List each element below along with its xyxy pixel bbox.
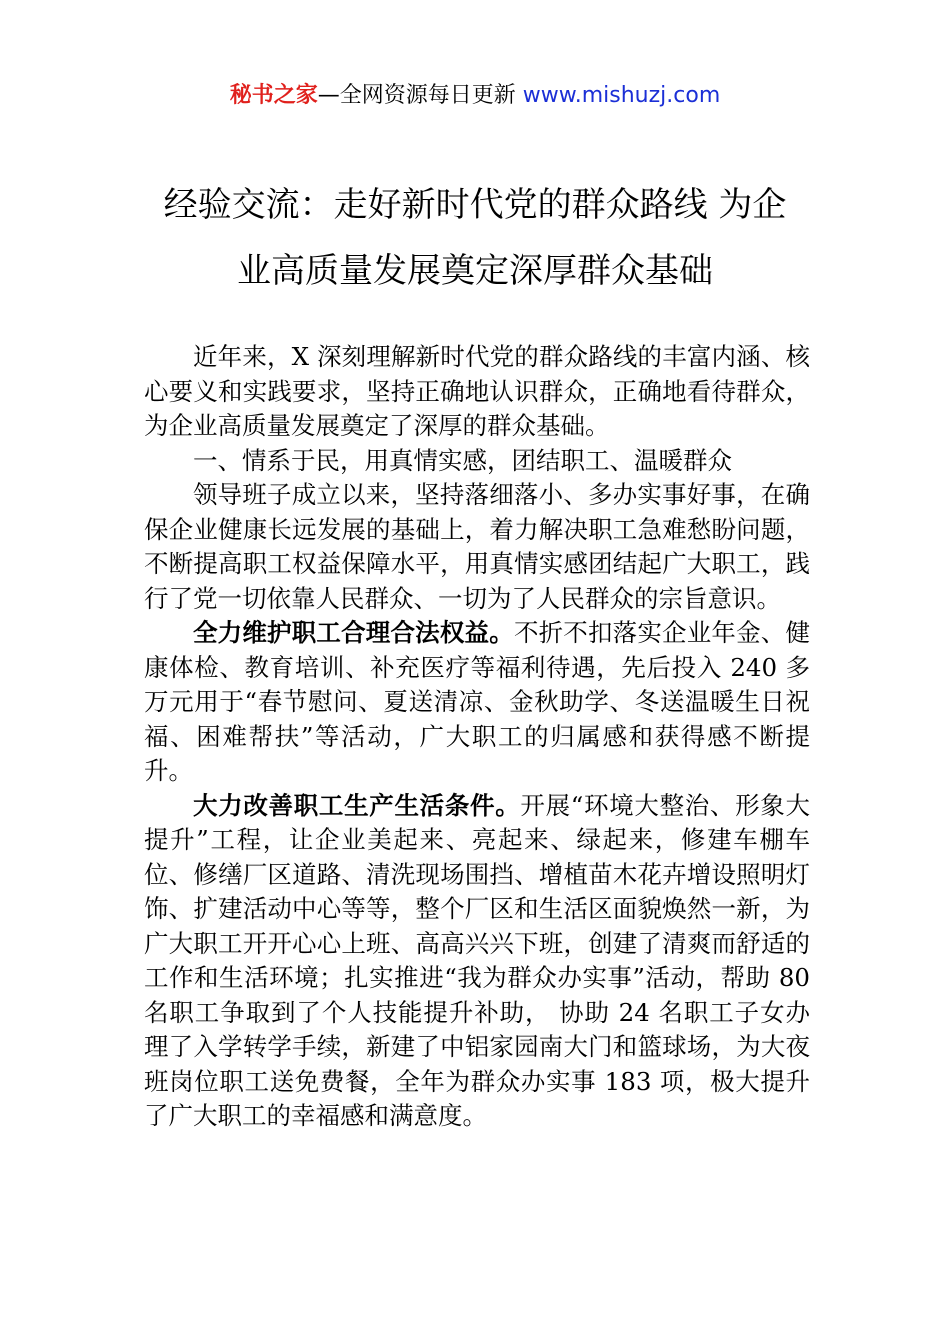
paragraph-rights <box>144 616 810 789</box>
paragraph-leadership: 领导班子成立以来，坚持落细落小、多办实事好事，在确保企业健康长远发展的基础上，着力解决职工急难愁盼问题，不断提高职工权益保障水平，用真情实感团结起广大职工，践行了党一切依靠人民群众、一切为了人民群众的宗旨意识。 <box>144 480 810 613</box>
title-line-2: 业高质量发展奠定深厚群众基础 <box>237 251 713 291</box>
site-brand: 秘书之家 <box>229 83 318 108</box>
title-line-1: 经验交流：走好新时代党的群众路线 为企 <box>163 185 787 225</box>
paragraph-conditions-lead: 大力改善职工生产生活条件。 <box>193 790 521 820</box>
paragraph-rights-lead: 全力维护职工合理合法权益。 <box>193 618 514 647</box>
paragraph-conditions <box>144 789 810 1134</box>
document-title <box>120 172 830 304</box>
document-body <box>144 340 810 1134</box>
paragraph-intro: 近年来，X 深刻理解新时代党的群众路线的丰富内涵、核心要义和实践要求，坚持正确地认识群众，正确地看待群众，为企业高质量发展奠定了深厚的群众基础。 <box>144 342 810 440</box>
paragraph-rights-text: 不折不扣落实企业年金、健康体检、教育培训、补充医疗等福利待遇，先后投入 240 多万元用于“春节慰问、夏送清凉、金秋助学、冬送温暖生日祝福、困难帮扶”等活动，广大职工的归属感和获得感不断提升。 <box>144 618 810 785</box>
site-url-link[interactable]: www.mishuzj.com <box>522 83 721 108</box>
section-heading-1: 一、情系于民，用真情实感，团结职工、温暖群众 <box>193 445 732 475</box>
site-tagline: —全网资源每日更新 <box>317 83 516 108</box>
site-header <box>0 80 950 112</box>
paragraph-conditions-text: 开展“环境大整治、形象大提升”工程，让企业美起来、亮起来、绿起来，修建车棚车位、修缮厂区道路、清洗现场围挡、增植苗木花卉增设照明灯饰、扩建活动中心等等，整个厂区和生活区面貌焕然一新，为广大职工开开心心上班、高高兴兴下班，创建了清爽而舒适的工作和生活环境；扎实推进“我为群众办实事”活动，帮助 80 名职工争取到了个人技能提升补助， 协助 24 名职工子女办理了入学转学手续，新建了中铝家园南大门和篮球场，为大夜班岗位职工送免费餐，全年为群众办实事 183 项，极大提升了广大职工的幸福感和满意度。 <box>144 790 810 1130</box>
